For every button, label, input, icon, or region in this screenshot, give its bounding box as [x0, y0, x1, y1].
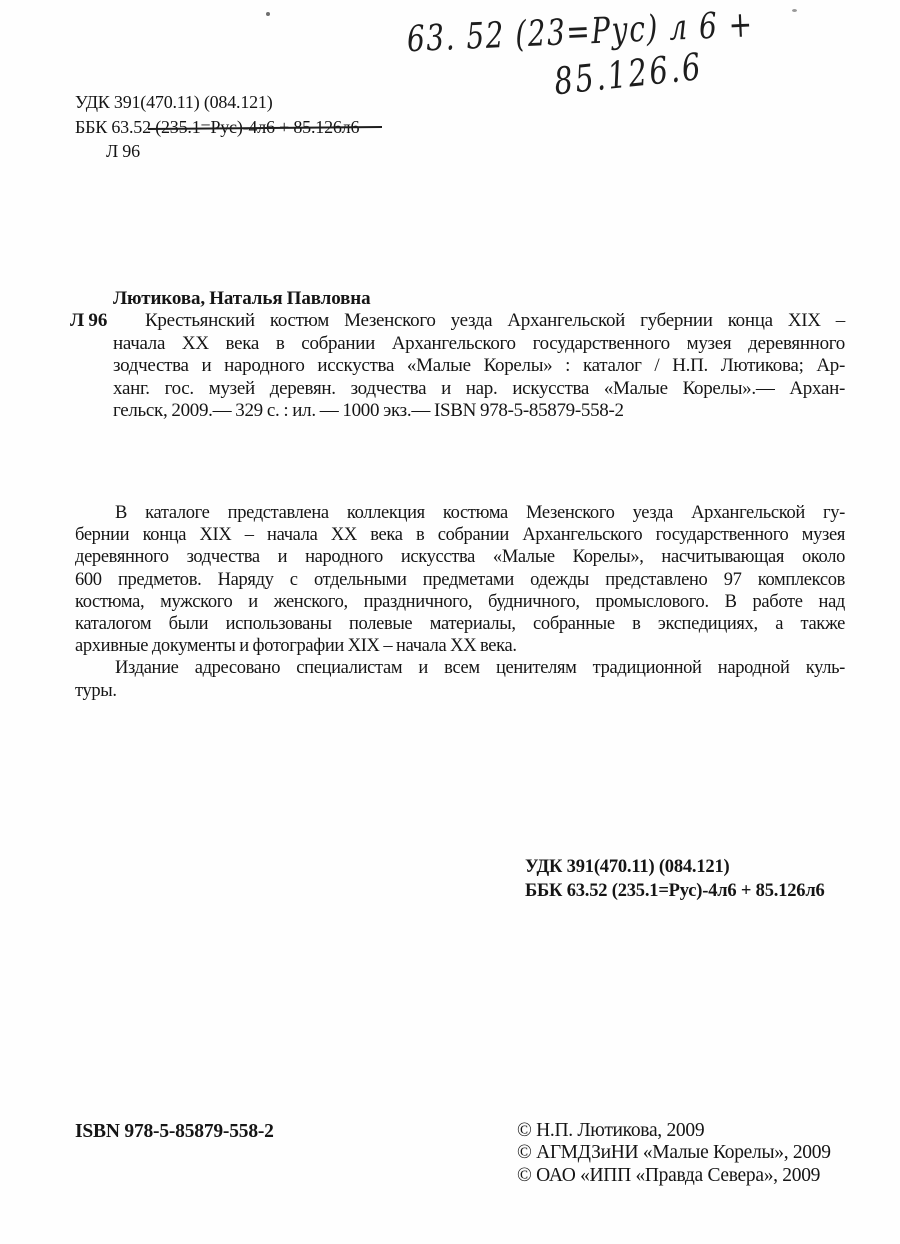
annotation-line: архивные документы и фотографии XIX – начала XX века. — [75, 636, 517, 657]
annotation-line: туры. — [75, 680, 117, 701]
author-sign-margin: Л 96 — [70, 310, 108, 331]
annotation-line: Издание адресовано специалистам и всем ценителям традиционной народной куль- — [115, 658, 845, 679]
copyright-line: © ОАО «ИПП «Правда Севера», 2009 — [517, 1164, 821, 1186]
catalog-line: гельск, 2009.— 329 с. : ил. — 1000 экз.— ISBN 978-5-85879-558-2 — [113, 400, 624, 422]
scan-speck — [266, 12, 270, 16]
top-classification-block — [75, 90, 359, 164]
annotation-line: костюма, мужского и женского, праздничного, будничного, промыслового. В работе над — [75, 591, 845, 612]
copyright-block — [517, 1120, 831, 1187]
scan-speck — [792, 9, 797, 12]
bbk-code — [75, 115, 359, 140]
bbk-struck-segment: (235.1=Рус)-4л6 + 85.126л6 — [155, 116, 360, 137]
catalog-line: ханг. гос. музей деревян. зодчества и нар. искусства «Малые Корелы».— Архан- — [113, 377, 845, 399]
annotation-paragraph-2 — [75, 657, 845, 701]
annotation-line: каталогом были использованы полевые материалы, собранные в экспедициях, а также — [75, 614, 845, 635]
catalog-line: Крестьянский костюм Мезенского уезда Архангельской губернии конца XIX – — [145, 310, 845, 332]
annotation-paragraph-1 — [75, 502, 845, 657]
author-heading: Лютикова, Наталья Павловна — [113, 288, 371, 309]
copyright-line: © Н.П. Лютикова, 2009 — [517, 1120, 705, 1141]
catalog-description — [113, 310, 845, 422]
annotation-line: В каталоге представлена коллекция костюма Мезенского уезда Архангельской гу- — [115, 503, 845, 523]
udk-code-bottom: УДК 391(470.11) (084.121) — [525, 857, 730, 877]
udk-code: УДК 391(470.11) (084.121) — [75, 92, 273, 112]
catalog-line: зодчества и народного исскуства «Малые Корелы» : каталог / Н.П. Лютикова; Ар- — [113, 355, 845, 377]
bbk-code-bottom: ББК 63.52 (235.1=Рус)-4л6 + 85.126л6 — [525, 881, 825, 901]
annotation-line: 600 предметов. Наряду с отдельными предметами одежды представлено 97 комплексов — [75, 569, 845, 590]
handwritten-classification-line1: 63. 52 (23=Рус) л 6 + — [406, 2, 755, 61]
handwritten-classification-line2: 85.126.6 — [552, 44, 705, 104]
bbk-prefix: ББК 63.52 — [75, 116, 151, 137]
catalog-card — [70, 288, 845, 422]
annotation-block — [75, 502, 845, 702]
annotation-line: бернии конца XIX – начала XX века в собрании Архангельского государственного музея — [75, 525, 845, 546]
annotation-line: деревянного зодчества и народного искусства «Малые Корелы», насчитывающая около — [75, 547, 845, 568]
catalog-line: начала XX века в собрании Архангельского государственного музея деревянного — [113, 332, 845, 354]
bottom-classification-block — [525, 855, 825, 903]
copyright-line: © АГМДЗиНИ «Малые Корелы», 2009 — [517, 1142, 831, 1164]
isbn-number: ISBN 978-5-85879-558-2 — [75, 1121, 274, 1142]
author-sign: Л 96 — [106, 141, 140, 161]
